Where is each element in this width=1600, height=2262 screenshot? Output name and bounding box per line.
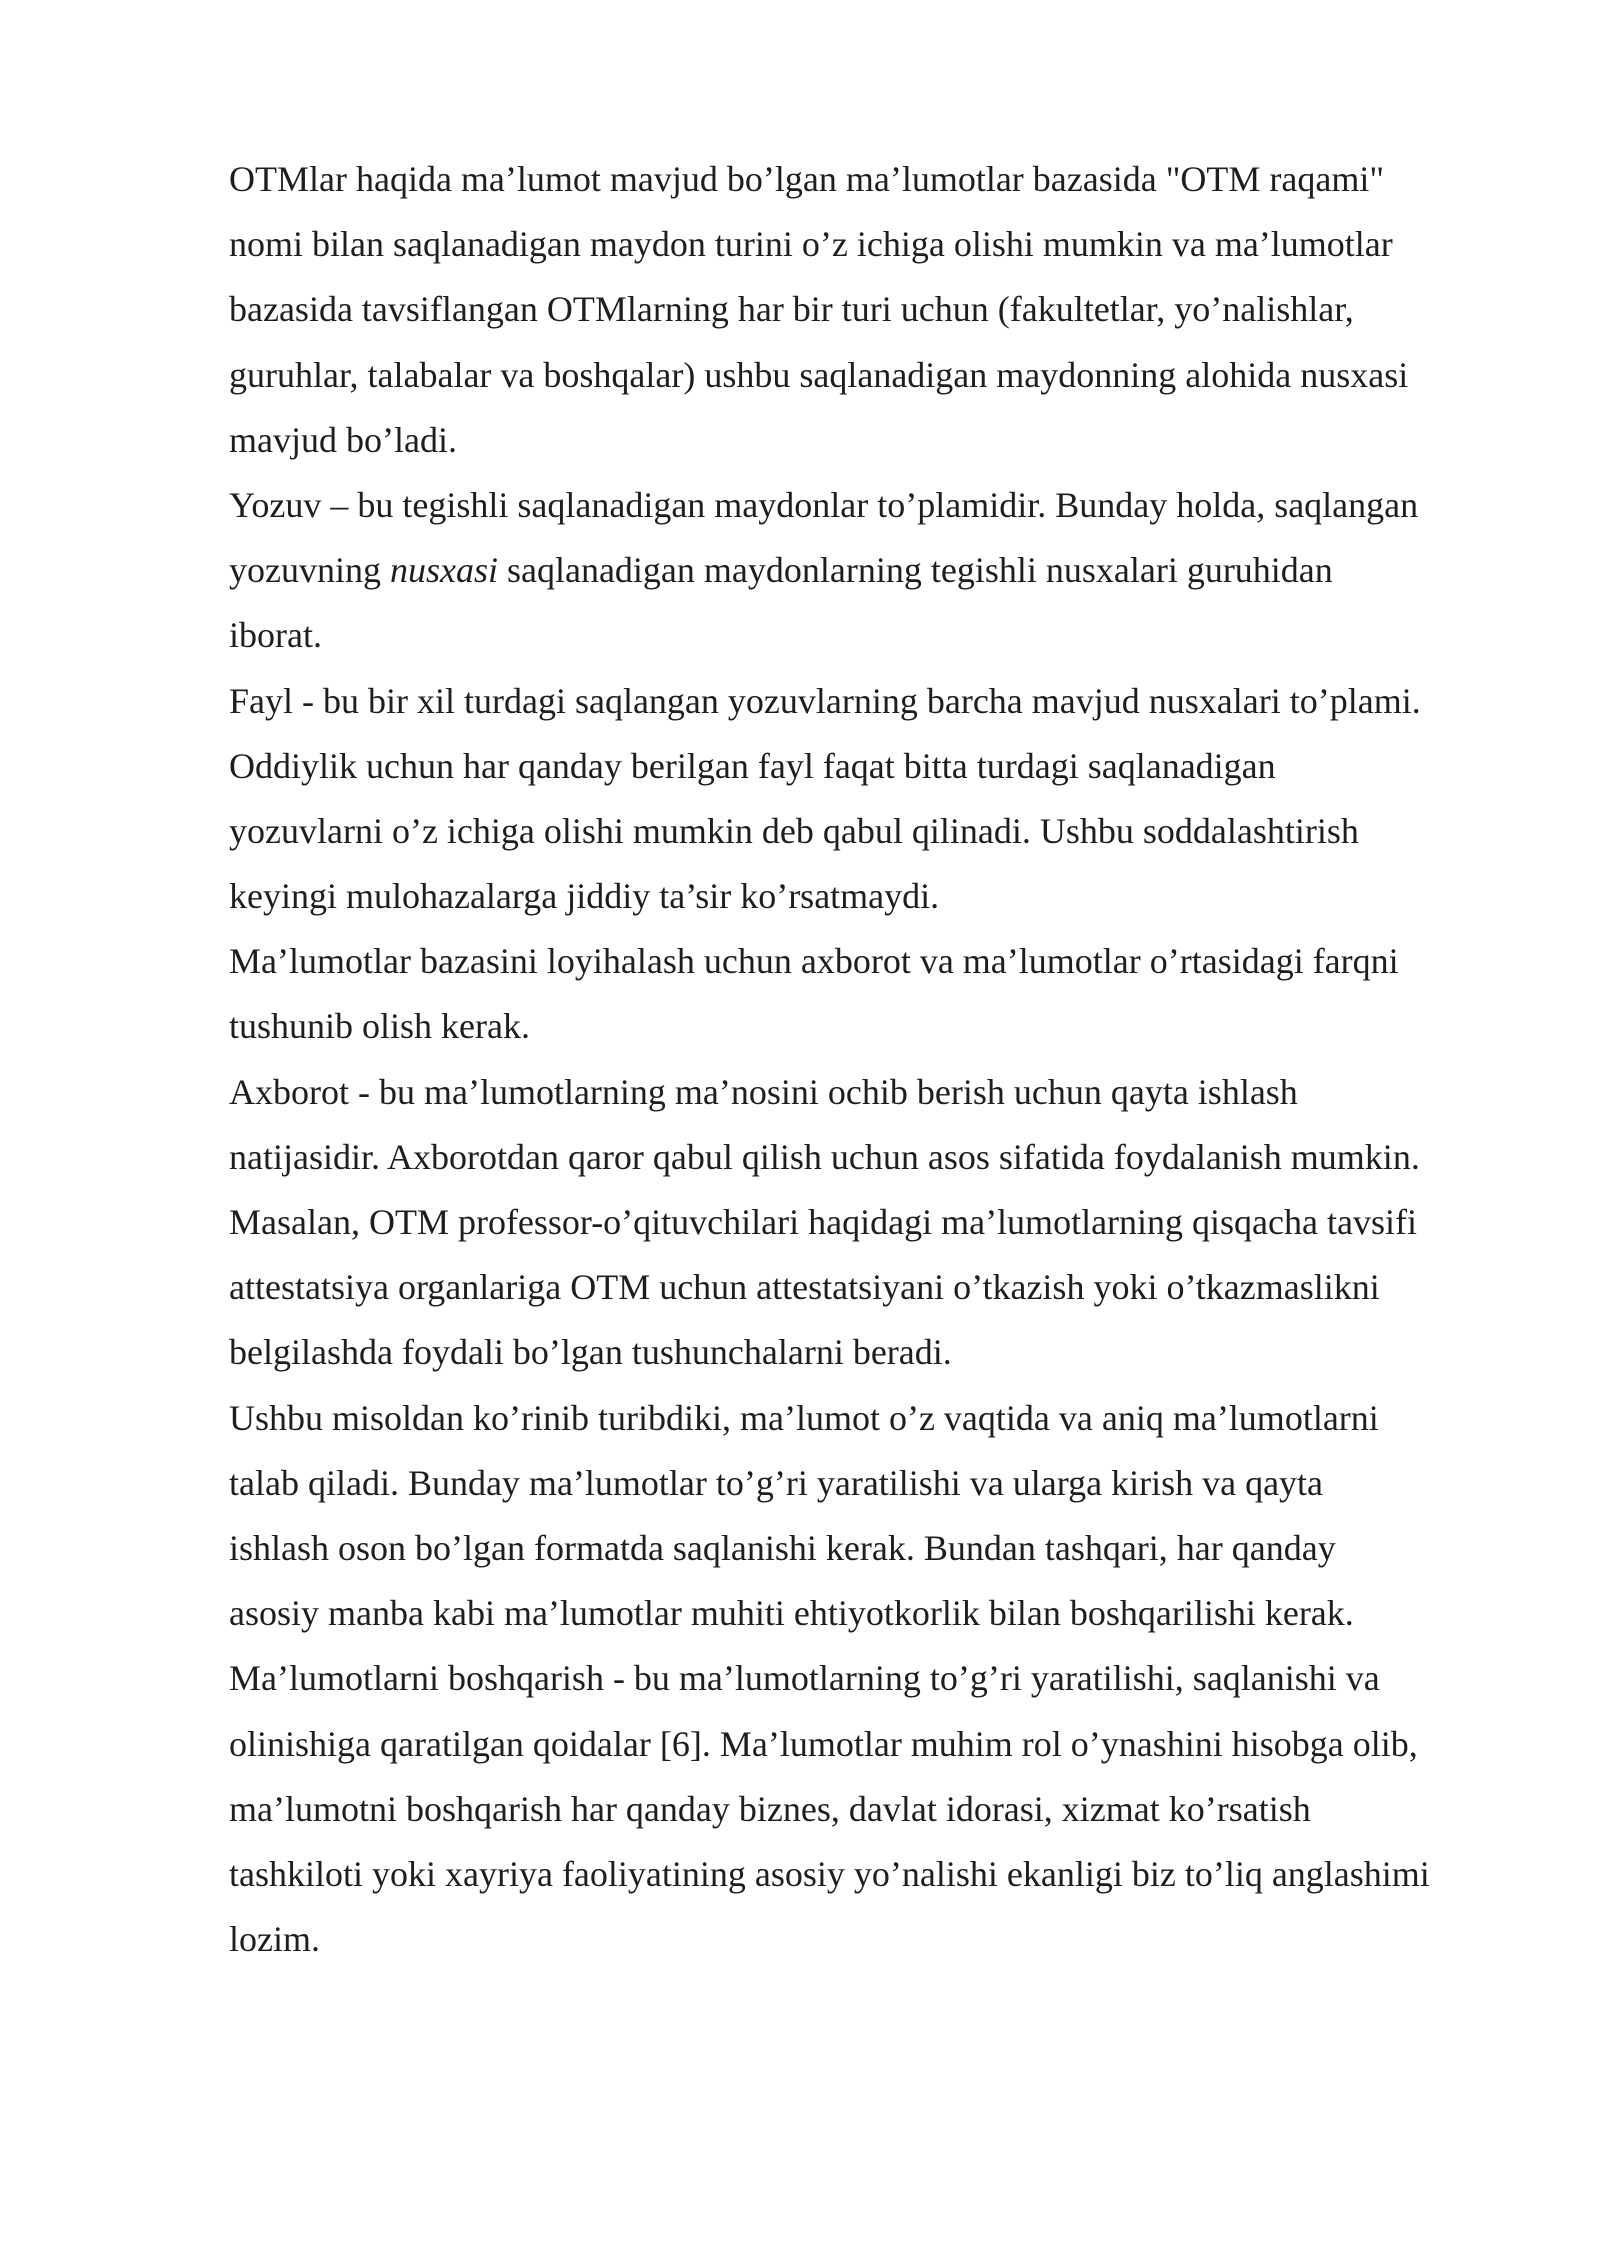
text-line: belgilashda foydali bo’lgan tushunchalarni beradi. bbox=[229, 1332, 952, 1373]
text-line: bazasida tavsiflangan OTMlarning har bir turi uchun (fakultetlar, yo’nalishlar, bbox=[229, 289, 1354, 330]
text-line: yozuvlarni o’z ichiga olishi mumkin deb qabul qilinadi. Ushbu soddalashtirish bbox=[229, 810, 1359, 851]
text-segment: yozuvning bbox=[229, 550, 390, 591]
text-line: ma’lumotni boshqarish har qanday biznes, davlat idorasi, xizmat ko’rsatish bbox=[229, 1788, 1311, 1829]
text-line: Axborot - bu ma’lumotlarning ma’nosini ochib berish uchun qayta ishlash bbox=[229, 1071, 1298, 1112]
italic-term: nusxasi bbox=[389, 550, 498, 591]
text-line: attestatsiya organlariga OTM uchun attestatsiyani o’tkazish yoki o’tkazmaslikni bbox=[229, 1267, 1380, 1308]
text-line: asosiy manba kabi ma’lumotlar muhiti ehtiyotkorlik bilan boshqarilishi kerak. bbox=[229, 1593, 1354, 1634]
text-line: Ma’lumotlar bazasini loyihalash uchun axborot va ma’lumotlar o’rtasidagi farqni bbox=[229, 941, 1399, 982]
text-line: mavjud bo’ladi. bbox=[229, 419, 457, 460]
text-line: natijasidir. Axborotdan qaror qabul qilish uchun asos sifatida foydalanish mumkin. bbox=[229, 1136, 1420, 1177]
text-line: keyingi mulohazalarga jiddiy ta’sir ko’rsatmaydi. bbox=[229, 876, 940, 917]
text-line: iborat. bbox=[229, 615, 322, 656]
text-line: tashkiloti yoki xayriya faoliyatining asosiy yo’nalishi ekanligi biz to’liq anglashimi bbox=[229, 1853, 1430, 1894]
text-line: Ma’lumotlarni boshqarish - bu ma’lumotlarning to’g’ri yaratilishi, saqlanishi va bbox=[229, 1658, 1380, 1699]
paragraph-data-management bbox=[229, 1646, 1529, 1972]
text-line: ishlash oson bo’lgan formatda saqlanishi kerak. Bundan tashqari, har qanday bbox=[229, 1527, 1336, 1568]
paragraph-otm-field bbox=[229, 147, 1529, 473]
text-line: olinishiga qaratilgan qoidalar [6]. Ma’lumotlar muhim rol o’ynashini hisobga olib, bbox=[229, 1723, 1418, 1764]
text-line: lozim. bbox=[229, 1919, 320, 1960]
paragraph-file-definition bbox=[229, 669, 1529, 930]
paragraph-information-definition bbox=[229, 1060, 1529, 1386]
text-line: tushunib olish kerak. bbox=[229, 1006, 530, 1047]
paragraph-example bbox=[229, 1386, 1529, 1647]
text-segment: saqlanadigan maydonlarning tegishli nusxalari guruhidan bbox=[497, 550, 1333, 591]
text-line: Yozuv – bu tegishli saqlanadigan maydonlar to’plamidir. Bunday holda, saqlangan bbox=[229, 484, 1419, 525]
paragraph-record-definition bbox=[229, 473, 1529, 669]
document-body bbox=[229, 147, 1529, 1972]
text-line bbox=[229, 538, 1529, 603]
text-line: Masalan, OTM professor-o’qituvchilari haqidagi ma’lumotlarning qisqacha tavsifi bbox=[229, 1202, 1417, 1242]
text-line: Fayl - bu bir xil turdagi saqlangan yozuvlarning barcha mavjud nusxalari to’plami. bbox=[229, 680, 1421, 721]
paragraph-database-design bbox=[229, 929, 1529, 1059]
text-line: Oddiylik uchun har qanday berilgan fayl faqat bitta turdagi saqlanadigan bbox=[229, 745, 1276, 786]
text-line: Ushbu misoldan ko’rinib turibdiki, ma’lumot o’z vaqtida va aniq ma’lumotlarni bbox=[229, 1397, 1379, 1438]
text-line: talab qiladi. Bunday ma’lumotlar to’g’ri yaratilishi va ularga kirish va qayta bbox=[229, 1462, 1324, 1503]
text-line: OTMlar haqida ma’lumot mavjud bo’lgan ma’lumotlar bazasida "OTM raqami" bbox=[229, 159, 1385, 199]
text-line: guruhlar, talabalar va boshqalar) ushbu saqlanadigan maydonning alohida nusxasi bbox=[229, 354, 1409, 395]
text-line: nomi bilan saqlanadigan maydon turini o’z ichiga olishi mumkin va ma’lumotlar bbox=[229, 224, 1393, 265]
